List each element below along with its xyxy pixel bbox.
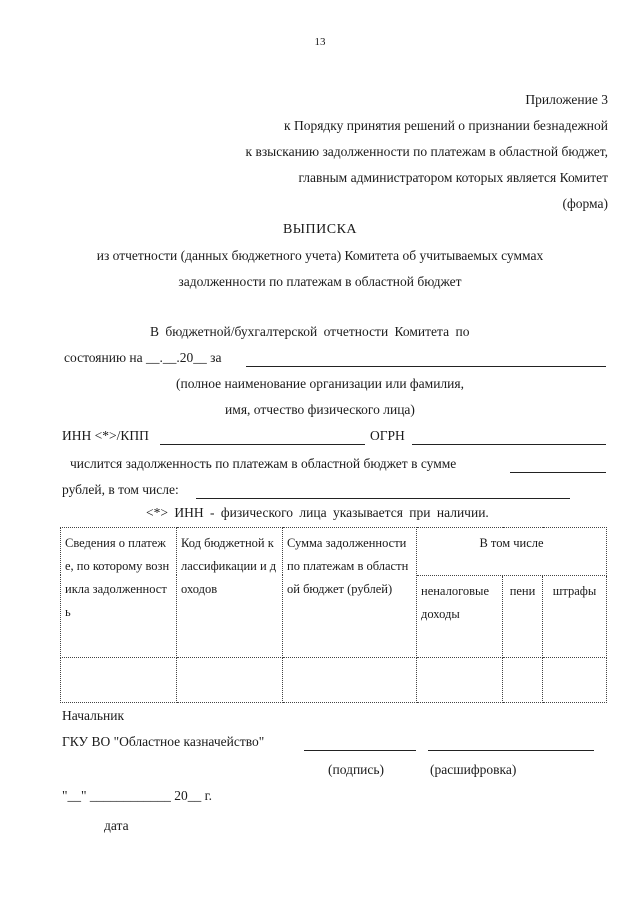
table-cell[interactable] bbox=[503, 658, 543, 703]
inn-kpp-label: ИНН <*>/КПП bbox=[62, 428, 149, 443]
appendix-line-3: к взысканию задолженности по платежам в областной бюджет, bbox=[245, 144, 608, 159]
inn-footnote: <*> ИНН - физического лица указывается при наличии. bbox=[146, 505, 489, 520]
paragraph-line-1: В бюджетной/бухгалтерской отчетности Комитета по bbox=[150, 324, 470, 339]
debt-table bbox=[60, 527, 607, 703]
table-row bbox=[61, 658, 607, 703]
state-date-prefix: состоянию на __.__.20__ за bbox=[64, 350, 222, 365]
signer-organization: ГКУ ВО "Областное казначейство" bbox=[62, 734, 265, 749]
debt-sum-line: числится задолженность по платежам в областной бюджет в сумме bbox=[70, 456, 457, 471]
table-cell[interactable] bbox=[417, 658, 503, 703]
signature-field-line[interactable] bbox=[304, 750, 416, 751]
rubles-including-line: рублей, в том числе: bbox=[62, 482, 179, 497]
date-line: "__" ____________ 20__ г. bbox=[62, 788, 213, 803]
decode-hint: (расшифровка) bbox=[430, 762, 517, 777]
subtitle-line-2: задолженности по платежам в областной бюджет bbox=[178, 274, 462, 289]
header-including: В том числе bbox=[417, 528, 607, 576]
table-cell[interactable] bbox=[283, 658, 417, 703]
appendix-line-1: Приложение 3 bbox=[525, 92, 608, 107]
name-decode-field-line[interactable] bbox=[428, 750, 594, 751]
subtitle-line-1: из отчетности (данных бюджетного учета) Комитета об учитываемых суммах bbox=[96, 248, 544, 263]
organization-field-line[interactable] bbox=[246, 366, 606, 367]
organization-hint-2: имя, отчество физического лица) bbox=[225, 402, 415, 417]
inn-kpp-field-line[interactable] bbox=[160, 444, 365, 445]
header-budget-code: Код бюджетной классификации и доходов bbox=[177, 528, 283, 658]
header-nontax-income: неналоговые доходы bbox=[417, 575, 503, 657]
appendix-line-2: к Порядку принятия решений о признании безнадежной bbox=[284, 118, 608, 133]
debt-sum-field-line[interactable] bbox=[510, 472, 606, 473]
page-number: 13 bbox=[314, 36, 326, 48]
organization-hint-1: (полное наименование организации или фамилия, bbox=[176, 376, 464, 391]
table-cell[interactable] bbox=[61, 658, 177, 703]
date-label: дата bbox=[104, 818, 129, 833]
table-cell[interactable] bbox=[543, 658, 607, 703]
header-payment-info: Сведения о платеже, по которому возникла задолженность bbox=[61, 528, 177, 658]
appendix-form-label: (форма) bbox=[562, 196, 608, 211]
table-cell[interactable] bbox=[177, 658, 283, 703]
ogrn-label: ОГРН bbox=[370, 428, 405, 443]
header-fines: штрафы bbox=[543, 575, 607, 657]
document-title: ВЫПИСКА bbox=[282, 222, 358, 237]
header-debt-amount: Сумма задолженности по платежам в областной бюджет (рублей) bbox=[283, 528, 417, 658]
table-header-row bbox=[61, 528, 607, 576]
appendix-line-4: главным администратором которых является Комитет bbox=[298, 170, 608, 185]
signature-hint: (подпись) bbox=[328, 762, 385, 777]
including-field-line[interactable] bbox=[196, 498, 570, 499]
header-penalties: пени bbox=[503, 575, 543, 657]
signer-position: Начальник bbox=[62, 708, 125, 723]
ogrn-field-line[interactable] bbox=[412, 444, 606, 445]
